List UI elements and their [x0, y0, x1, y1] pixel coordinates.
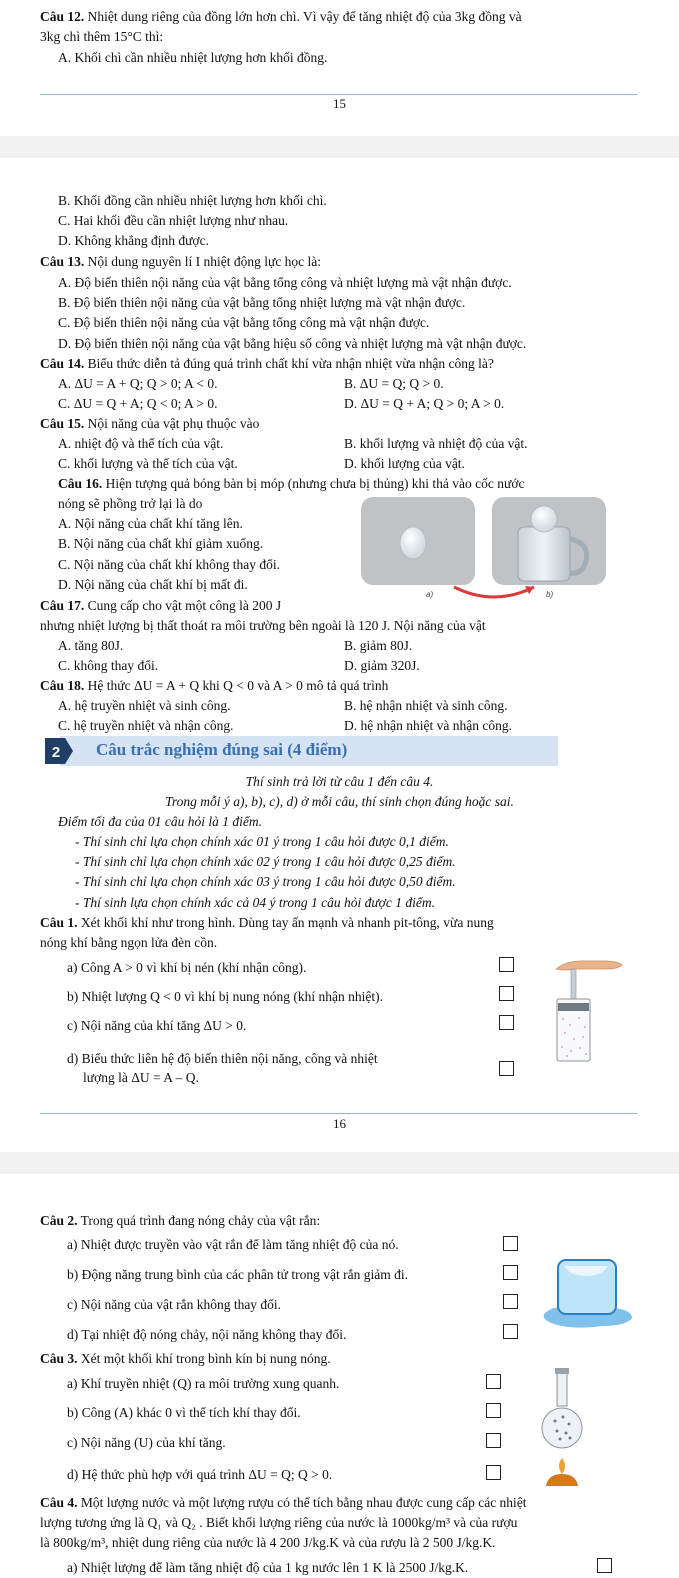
q13-stem: [40, 252, 321, 272]
page-gap: [0, 136, 679, 158]
c2-text: Trong quá trình đang nóng chảy của vật rắn:: [77, 1213, 321, 1228]
q16-option-c: C. Nội năng của chất khí không thay đổi.: [58, 557, 280, 572]
c3-statement-c: c) Nội năng (U) của khí tăng.: [67, 1435, 226, 1450]
q18-title: Câu 18.: [40, 678, 85, 693]
q14-option-c: C. ΔU = Q + A; Q < 0; A > 0.: [58, 396, 218, 411]
section-number: 2: [51, 744, 61, 761]
c1-checkbox-c[interactable]: [499, 1015, 514, 1030]
c4-stem-line3: là 800kg/m³, nhiệt dung riêng của nước là 4 200 J/kg.K và của rượu là 2 500 J/kg.K.: [40, 1535, 496, 1550]
q15-option-b: B. khối lượng và nhiệt độ của vật.: [344, 436, 528, 451]
q15-stem: [40, 414, 259, 434]
ping-pong-ball-figure: [356, 495, 612, 605]
c4-checkbox-a[interactable]: [597, 1558, 612, 1573]
c1-title: Câu 1.: [40, 915, 78, 930]
alcohol-lamp: [546, 1474, 578, 1486]
q14-text: Biểu thức diễn tả đúng quá trình chất khí vừa nhận nhiệt vừa nhận công là?: [84, 356, 494, 371]
q17-text: Cung cấp cho vật một công là 200 J: [84, 598, 282, 613]
c4-title: Câu 4.: [40, 1495, 78, 1510]
c2-checkbox-d[interactable]: [503, 1324, 518, 1339]
q14-option-a: A. ΔU = A + Q; Q > 0; A < 0.: [58, 376, 218, 391]
c4-text: Một lượng nước và một lượng rượu có thể tích bằng nhau được cung cấp các nhiệt: [77, 1495, 527, 1510]
q13-option-a: A. Độ biến thiên nội năng của vật bằng tổng công và nhiệt lượng mà vật nhận được.: [58, 275, 512, 290]
page-number: 15: [333, 96, 346, 111]
instruction-5: - Thí sinh chỉ lựa chọn chính xác 02 ý trong 1 câu hỏi được 0,25 điểm.: [75, 854, 456, 869]
c3-statement-d: d) Hệ thức phù hợp với quá trình ΔU = Q; Q > 0.: [67, 1467, 333, 1482]
q12-option-c: C. Hai khối đều cần nhiệt lượng như nhau.: [58, 213, 289, 228]
c1-checkbox-a[interactable]: [499, 957, 514, 972]
c2-statement-a: a) Nhiệt được truyền vào vật rắn để làm tăng nhiệt độ của nó.: [67, 1237, 399, 1252]
q18-option-c: C. hệ truyền nhiệt và nhận công.: [58, 718, 234, 733]
q16-option-b: B. Nội năng của chất khí giảm xuống.: [58, 536, 264, 551]
q14-title: Câu 14.: [40, 356, 85, 371]
q15-text: Nội năng của vật phụ thuộc vào: [84, 416, 260, 431]
c3-title: Câu 3.: [40, 1351, 78, 1366]
c1-statement-a: a) Công A > 0 vì khí bị nén (khí nhận công).: [67, 960, 307, 975]
q17-option-b: B. giảm 80J.: [344, 638, 413, 653]
q13-option-c: C. Độ biến thiên nội năng của vật bằng tổng công mà vật nhận được.: [58, 315, 430, 330]
transition-arrow: [454, 587, 534, 597]
q17-option-c: C. không thay đổi.: [58, 658, 159, 673]
q18-option-a: A. hệ truyền nhiệt và sinh công.: [58, 698, 231, 713]
piston-cylinder-figure: [550, 955, 630, 1067]
q12-option-a: A. Khối chì cần nhiều nhiệt lượng hơn khối đồng.: [58, 50, 328, 65]
q18-stem: [40, 676, 388, 696]
q16-option-a: A. Nội năng của chất khí tăng lên.: [58, 516, 243, 531]
q17-stem: [40, 596, 281, 616]
c3-text: Xét một khối khí trong bình kín bị nung nóng.: [77, 1351, 331, 1366]
instruction-1: Thí sinh trả lời từ câu 1 đến câu 4.: [245, 774, 434, 789]
q17-title: Câu 17.: [40, 598, 85, 613]
piston-rod: [571, 969, 576, 1003]
c1-checkbox-b[interactable]: [499, 986, 514, 1001]
q12-option-b: B. Khối đồng cần nhiều nhiệt lượng hơn khối chì.: [58, 193, 327, 208]
c2-title: Câu 2.: [40, 1213, 78, 1228]
hand-icon: [556, 961, 622, 970]
q16-text: Hiện tượng quả bóng bàn bị móp (nhưng chưa bị thủng) khi thả vào cốc nước: [102, 476, 525, 491]
c3-checkbox-b[interactable]: [486, 1403, 501, 1418]
q16-stem: [58, 474, 524, 494]
c3-stem: [40, 1349, 331, 1369]
page-gap: [0, 1152, 679, 1174]
c1-statement-c: c) Nội năng của khí tăng ΔU > 0.: [67, 1018, 247, 1033]
c2-stem: [40, 1211, 320, 1231]
c4-statement-a: a) Nhiệt lượng để làm tăng nhiệt độ của 1 kg nước lên 1 K là 2500 J/kg.K.: [67, 1560, 469, 1575]
instruction-3: Điểm tối đa của 01 câu hỏi là 1 điểm.: [58, 814, 262, 829]
q12-title: Câu 12.: [40, 9, 85, 24]
q13-text: Nội dung nguyên lí I nhiệt động lực học là:: [84, 254, 322, 269]
c3-statement-b: b) Công (A) khác 0 vì thể tích khí thay đổi.: [67, 1405, 301, 1420]
q12-option-d: D. Không khẳng định được.: [58, 233, 209, 248]
c2-statement-b: b) Động năng trung bình của các phân tử trong vật rắn giảm đi.: [67, 1267, 408, 1282]
piston-head: [558, 1003, 589, 1011]
c1-text: Xét khối khí như trong hình. Dùng tay ấn mạnh và nhanh pit-tông, vừa nung: [77, 915, 494, 930]
q14-option-d: D. ΔU = Q + A; Q > 0; A > 0.: [344, 396, 505, 411]
c2-statement-d: d) Tại nhiệt độ nóng chảy, nội năng không thay đổi.: [67, 1327, 347, 1342]
q14-stem: [40, 354, 494, 374]
q15-title: Câu 15.: [40, 416, 85, 431]
instruction-7: - Thí sinh lựa chọn chính xác cả 04 ý trong 1 câu hỏi được 1 điểm.: [75, 895, 435, 910]
flame-icon: [559, 1458, 565, 1474]
c1-statement-b: b) Nhiệt lượng Q < 0 vì khí bị nung nóng (khí nhận nhiệt).: [67, 989, 384, 1004]
q12-line2: 3kg chì thêm 15°C thì:: [40, 29, 164, 44]
q16-title: Câu 16.: [58, 476, 103, 491]
q18-option-b: B. hệ nhận nhiệt và sinh công.: [344, 698, 508, 713]
q12-text: Nhiệt dung riêng của đồng lớn hơn chì. Vì vậy để tăng nhiệt độ của 3kg đồng và: [84, 9, 522, 24]
q18-option-d: D. hệ nhận nhiệt và nhận công.: [344, 718, 512, 733]
melting-ice-figure: [540, 1250, 636, 1330]
c2-checkbox-c[interactable]: [503, 1294, 518, 1309]
glass-of-water: [518, 527, 570, 581]
heated-flask-figure: [538, 1366, 586, 1490]
c4-stem: [40, 1493, 527, 1513]
q13-option-b: B. Độ biến thiên nội năng của vật bằng tổng nhiệt lượng mà vật nhận được.: [58, 295, 466, 310]
q13-title: Câu 13.: [40, 254, 85, 269]
c2-checkbox-a[interactable]: [503, 1236, 518, 1251]
c3-checkbox-d[interactable]: [486, 1465, 501, 1480]
c3-checkbox-a[interactable]: [486, 1374, 501, 1389]
flask-neck: [557, 1372, 567, 1406]
instruction-4: - Thí sinh chỉ lựa chọn chính xác 01 ý trong 1 câu hỏi được 0,1 điểm.: [75, 834, 449, 849]
c4-stem-line2: lượng tương ứng là Q₁ và Q₂ . Biết khối lượng riêng của nước là 1000kg/m³ và của rượu: [40, 1515, 518, 1530]
c2-statement-c: c) Nội năng của vật rắn không thay đổi.: [67, 1297, 282, 1312]
q15-option-d: D. khối lượng của vật.: [344, 456, 465, 471]
q12-line1: [40, 7, 522, 27]
q17-option-a: A. tăng 80J.: [58, 638, 124, 653]
round-ball: [531, 506, 557, 532]
section-title: Câu trắc nghiệm đúng sai (4 điểm): [96, 740, 348, 759]
q15-option-c: C. khối lượng và thể tích của vật.: [58, 456, 238, 471]
instruction-6: - Thí sinh chỉ lựa chọn chính xác 03 ý trong 1 câu hỏi được 0,50 điểm.: [75, 874, 456, 889]
q17-stem-line2: nhưng nhiệt lượng bị thất thoát ra môi trường bên ngoài là 120 J. Nội năng của vật: [40, 618, 486, 633]
page-number: 16: [333, 1116, 346, 1131]
q17-option-d: D. giảm 320J.: [344, 658, 420, 673]
instruction-2: Trong mỗi ý a), b), c), d) ở mỗi câu, thí sinh chọn đúng hoặc sai.: [165, 794, 514, 809]
c1-stem-line2: nóng khí bằng ngọn lửa đèn cồn.: [40, 935, 218, 950]
c3-statement-a: a) Khí truyền nhiệt (Q) ra môi trường xung quanh.: [67, 1376, 340, 1391]
q18-text: Hệ thức ΔU = A + Q khi Q < 0 và A > 0 mô tả quá trình: [84, 678, 389, 693]
q15-option-a: A. nhiệt độ và thể tích của vật.: [58, 436, 224, 451]
dented-ball: [400, 527, 426, 559]
flask-stopper: [555, 1368, 569, 1374]
c3-checkbox-c[interactable]: [486, 1433, 501, 1448]
c1-stem: [40, 913, 494, 933]
q16-stem-line2: nóng sẽ phồng trở lại là do: [58, 496, 203, 511]
q13-option-d: D. Độ biến thiên nội năng của vật bằng hiệu số công và nhiệt lượng mà vật nhận được.: [58, 336, 527, 351]
q14-option-b: B. ΔU = Q; Q > 0.: [344, 376, 444, 391]
c1-statement-d: d) Biểu thức liên hệ độ biến thiên nội năng, công và nhiệt: [67, 1051, 378, 1066]
flask-bulb: [542, 1408, 582, 1448]
c1-statement-d-line2: lượng là ΔU = A – Q.: [83, 1070, 199, 1085]
q16-option-d: D. Nội năng của chất khí bị mất đi.: [58, 577, 248, 592]
fig-label-a: a): [426, 590, 434, 599]
c1-checkbox-d[interactable]: [499, 1061, 514, 1076]
fig-label-b: b): [546, 590, 554, 599]
section-number-badge: [45, 738, 73, 764]
c2-checkbox-b[interactable]: [503, 1265, 518, 1280]
